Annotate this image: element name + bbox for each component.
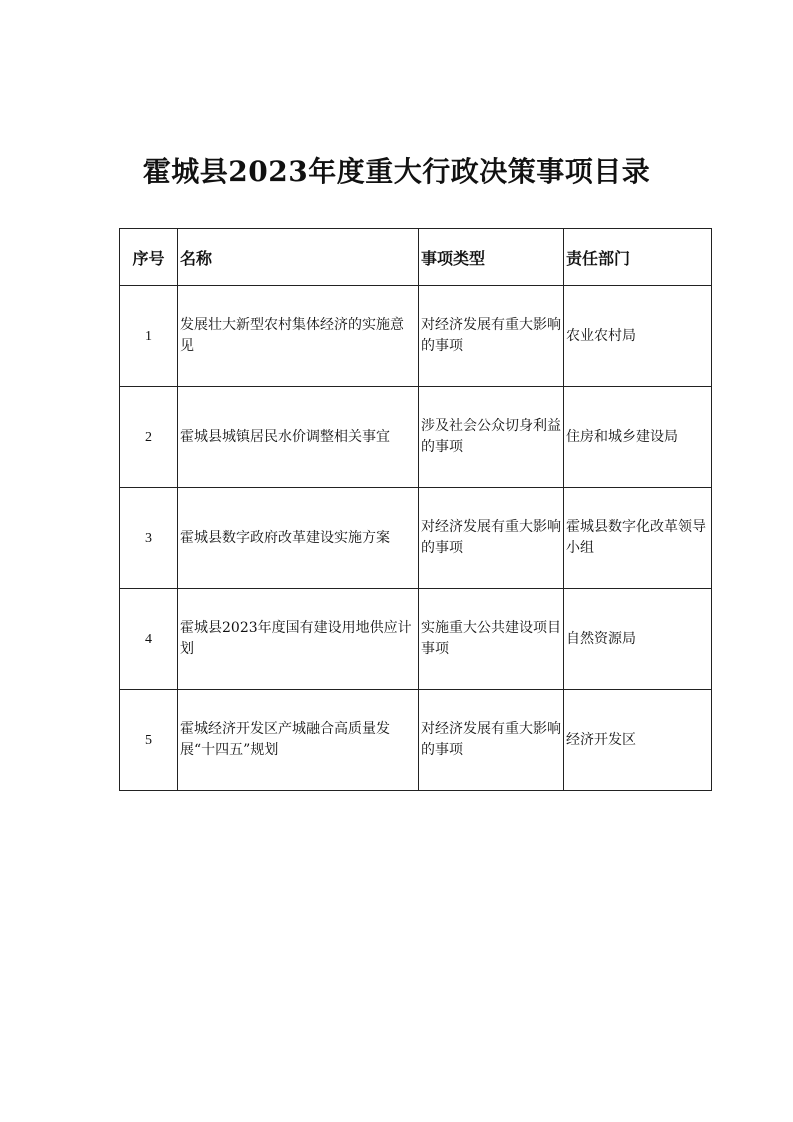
decision-catalog-table	[119, 228, 712, 791]
row-name: 霍城县城镇居民水价调整相关事宜	[178, 387, 419, 488]
table-row	[120, 488, 712, 589]
row-type: 对经济发展有重大影响的事项	[419, 488, 564, 589]
table-header-row	[120, 229, 712, 286]
row-index: 1	[120, 286, 178, 387]
row-name: 霍城县2023年度国有建设用地供应计划	[178, 589, 419, 690]
header-department: 责任部门	[564, 229, 712, 286]
header-type: 事项类型	[419, 229, 564, 286]
row-department: 住房和城乡建设局	[564, 387, 712, 488]
row-index: 2	[120, 387, 178, 488]
row-type: 涉及社会公众切身利益的事项	[419, 387, 564, 488]
row-index: 5	[120, 690, 178, 791]
row-name: 霍城县数字政府改革建设实施方案	[178, 488, 419, 589]
row-department: 霍城县数字化改革领导小组	[564, 488, 712, 589]
table-row	[120, 286, 712, 387]
header-index: 序号	[120, 229, 178, 286]
row-department: 经济开发区	[564, 690, 712, 791]
row-index: 3	[120, 488, 178, 589]
row-department: 农业农村局	[564, 286, 712, 387]
row-type: 实施重大公共建设项目事项	[419, 589, 564, 690]
table-row	[120, 589, 712, 690]
row-index: 4	[120, 589, 178, 690]
row-type: 对经济发展有重大影响的事项	[419, 690, 564, 791]
row-department: 自然资源局	[564, 589, 712, 690]
table-row	[120, 387, 712, 488]
row-name: 发展壮大新型农村集体经济的实施意见	[178, 286, 419, 387]
document-title: 霍城县2023年度重大行政决策事项目录	[142, 155, 651, 188]
header-name: 名称	[178, 229, 419, 286]
table-row	[120, 690, 712, 791]
row-type: 对经济发展有重大影响的事项	[419, 286, 564, 387]
row-name: 霍城经济开发区产城融合高质量发展“十四五”规划	[178, 690, 419, 791]
